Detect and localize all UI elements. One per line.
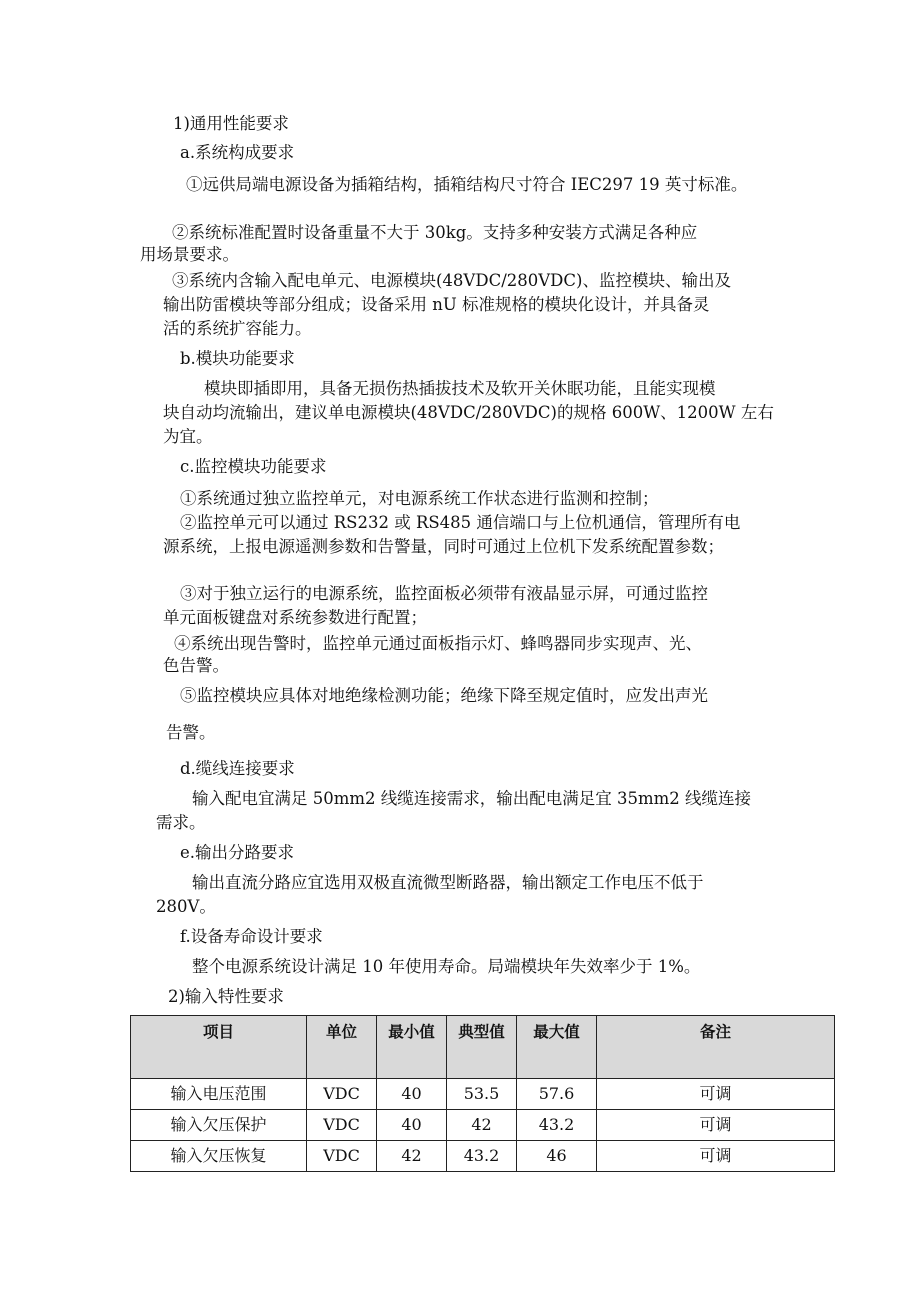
paragraph-line: ②系统标准配置时设备重量不大于 30kg。支持多种安装方式满足各种应 xyxy=(172,223,698,242)
table-cell: 46 xyxy=(517,1141,597,1172)
table-cell: 40 xyxy=(377,1079,447,1110)
table-cell: 可调 xyxy=(597,1141,835,1172)
paragraph-line: ①系统通过独立监控单元，对电源系统工作状态进行监测和控制； xyxy=(180,489,659,508)
paragraph-line: 需求。 xyxy=(156,813,206,832)
paragraph-line: ③系统内含输入配电单元、电源模块(48VDC/280VDC)、监控模块、输出及 xyxy=(172,271,731,290)
paragraph-line: 单元面板键盘对系统参数进行配置； xyxy=(163,608,427,627)
header-max: 最大值 xyxy=(517,1016,597,1079)
table-cell: 可调 xyxy=(597,1079,835,1110)
table-cell: 输入欠压保护 xyxy=(131,1110,307,1141)
paragraph-line: ④系统出现告警时，监控单元通过面板指示灯、蜂鸣器同步实现声、光、 xyxy=(174,634,702,653)
table-header-row xyxy=(131,1016,835,1079)
table-row xyxy=(131,1079,835,1110)
subheading-c: c.监控模块功能要求 xyxy=(180,457,327,476)
input-spec-table xyxy=(130,1015,835,1172)
paragraph-line: ⑤监控模块应具体对地绝缘检测功能；绝缘下降至规定值时，应发出声光 xyxy=(180,686,708,705)
paragraph-line: 模块即插即用，具备无损伤热插拔技术及软开关休眠功能，且能实现模 xyxy=(204,379,716,398)
table-cell: 57.6 xyxy=(517,1079,597,1110)
table-cell: 43.2 xyxy=(517,1110,597,1141)
subheading-b: b.模块功能要求 xyxy=(180,349,295,368)
paragraph-line: 块自动均流输出，建议单电源模块(48VDC/280VDC)的规格 600W、1200W 左右 xyxy=(163,403,774,422)
paragraph-line: 色告警。 xyxy=(163,656,229,675)
subheading-a: a.系统构成要求 xyxy=(180,143,295,162)
paragraph-line: 用场景要求。 xyxy=(140,245,239,264)
paragraph-line: 整个电源系统设计满足 10 年使用寿命。局端模块年失效率少于 1%。 xyxy=(192,957,701,976)
table-cell: 输入电压范围 xyxy=(131,1079,307,1110)
table-cell: 可调 xyxy=(597,1110,835,1141)
subheading-f: f.设备寿命设计要求 xyxy=(180,927,323,946)
table-row xyxy=(131,1141,835,1172)
paragraph-line: 为宜。 xyxy=(163,427,213,446)
table-cell: 输入欠压恢复 xyxy=(131,1141,307,1172)
table-row xyxy=(131,1110,835,1141)
table-cell: 43.2 xyxy=(447,1141,517,1172)
paragraph-line: 输入配电宜满足 50mm2 线缆连接需求，输出配电满足宜 35mm2 线缆连接 xyxy=(192,789,752,808)
paragraph-line: ③对于独立运行的电源系统，监控面板必须带有液晶显示屏，可通过监控 xyxy=(180,584,708,603)
table-cell: VDC xyxy=(307,1079,377,1110)
table-cell: 40 xyxy=(377,1110,447,1141)
paragraph-line: 280V。 xyxy=(156,897,216,916)
subheading-e: e.输出分路要求 xyxy=(180,843,295,862)
table-cell: VDC xyxy=(307,1110,377,1141)
header-item: 项目 xyxy=(131,1016,307,1079)
paragraph-line: 输出直流分路应宜选用双极直流微型断路器，输出额定工作电压不低于 xyxy=(192,873,704,892)
table-cell: VDC xyxy=(307,1141,377,1172)
subheading-d: d.缆线连接要求 xyxy=(180,759,295,778)
section-heading-general: 1)通用性能要求 xyxy=(173,114,289,133)
table-cell: 42 xyxy=(377,1141,447,1172)
paragraph-line: 活的系统扩容能力。 xyxy=(163,319,312,338)
table-cell: 53.5 xyxy=(447,1079,517,1110)
paragraph-line: ②监控单元可以通过 RS232 或 RS485 通信端口与上位机通信，管理所有电 xyxy=(180,513,741,532)
table-cell: 42 xyxy=(447,1110,517,1141)
paragraph-line: 源系统，上报电源遥测参数和告警量，同时可通过上位机下发系统配置参数； xyxy=(163,537,724,556)
header-note: 备注 xyxy=(597,1016,835,1079)
paragraph-line: 输出防雷模块等部分组成；设备采用 nU 标准规格的模块化设计，并具备灵 xyxy=(163,295,710,314)
section-heading-input: 2)输入特性要求 xyxy=(168,987,284,1006)
header-min: 最小值 xyxy=(377,1016,447,1079)
paragraph-line: ①远供局端电源设备为插箱结构，插箱结构尺寸符合 IEC297 19 英寸标准。 xyxy=(186,175,748,194)
header-unit: 单位 xyxy=(307,1016,377,1079)
header-typical: 典型值 xyxy=(447,1016,517,1079)
paragraph-line: 告警。 xyxy=(166,723,216,742)
